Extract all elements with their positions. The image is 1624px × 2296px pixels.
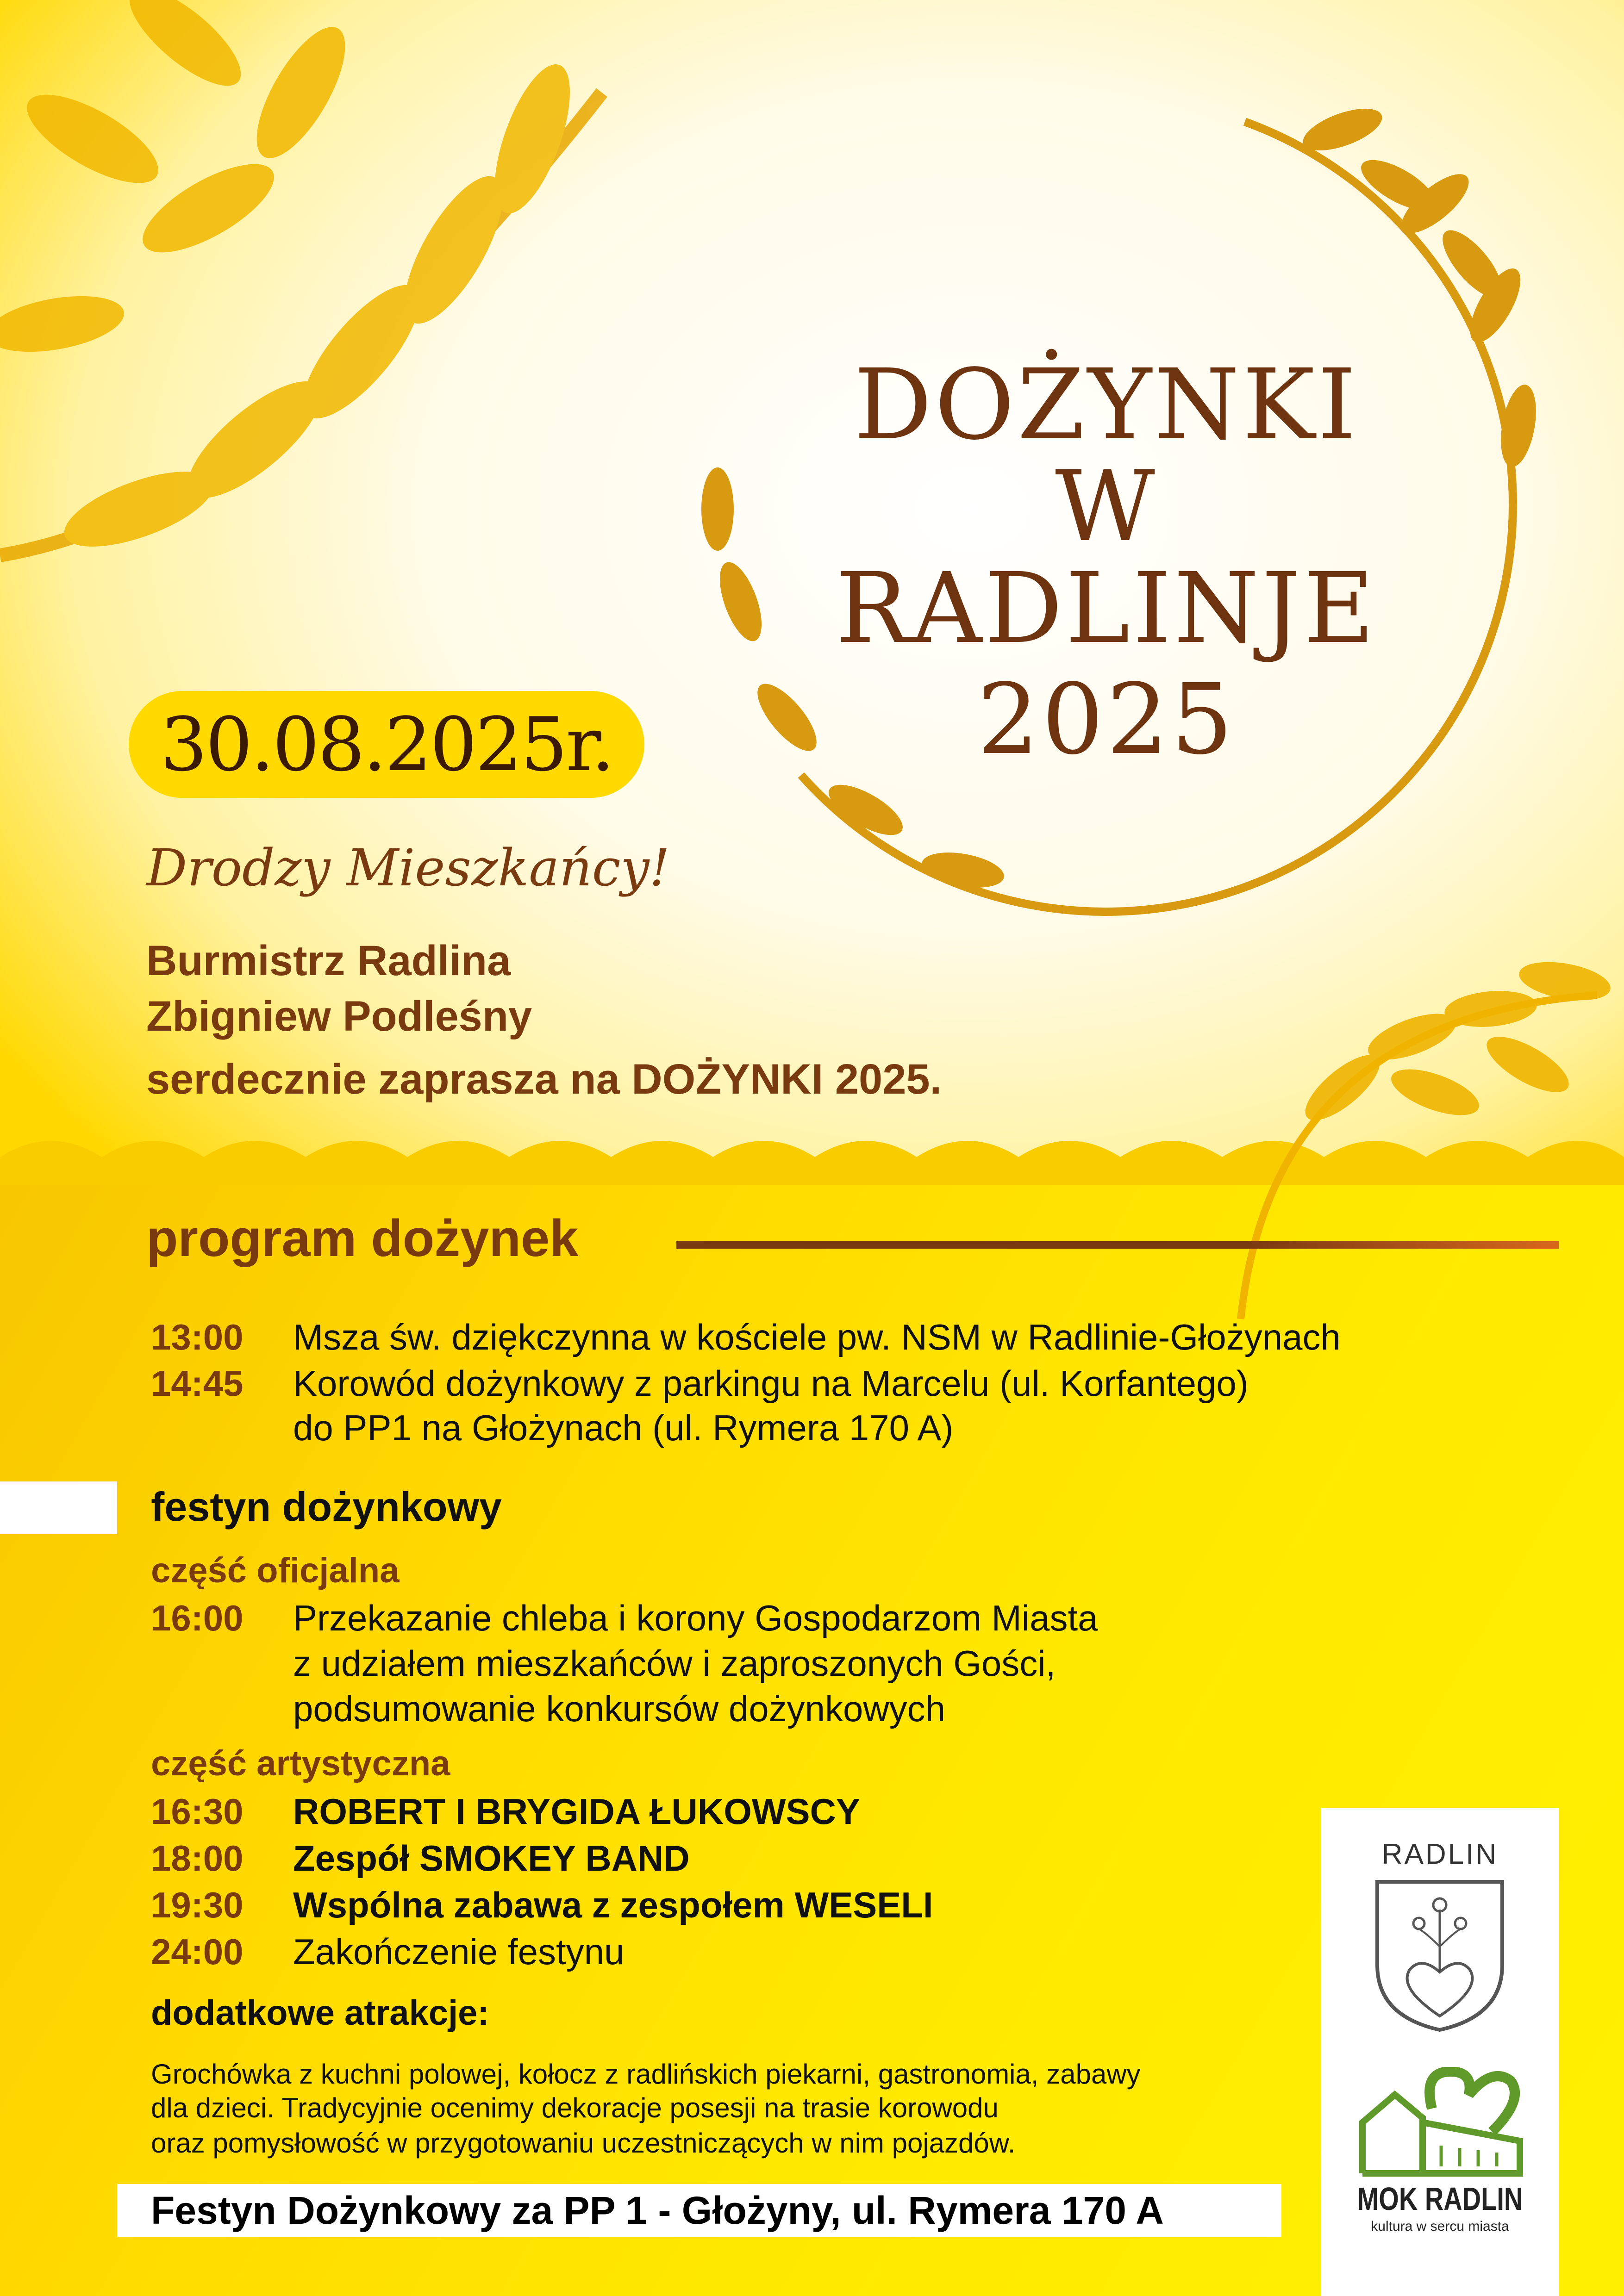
program-text-continued: do PP1 na Głożynach (ul. Rymera 170 A) xyxy=(293,1407,954,1448)
program-heading: program dożynek xyxy=(146,1209,579,1267)
program-text: Msza św. dziękczynna w kościele pw. NSM w Radlinie-Głożynach xyxy=(293,1317,1341,1357)
program-time: 13:00 xyxy=(151,1317,244,1357)
artistic-text: ROBERT I BRYGIDA ŁUKOWSCY xyxy=(293,1791,860,1832)
wheat-leaves-decoration xyxy=(0,0,694,694)
intro-line-3: serdecznie zaprasza na DOŻYNKI 2025. xyxy=(146,1056,942,1103)
official-time: 16:00 xyxy=(151,1598,244,1638)
artistic-time: 19:30 xyxy=(151,1885,244,1925)
mok-tagline: kultura w sercu miasta xyxy=(1371,2219,1509,2234)
artistic-time: 16:30 xyxy=(151,1791,244,1832)
location-text: Festyn Dożynkowy za PP 1 - Głożyny, ul. Rymera 170 A xyxy=(151,2188,1164,2232)
intro-line-1: Burmistrz Radlina xyxy=(146,937,511,984)
intro-line-2: Zbigniew Podleśny xyxy=(146,993,532,1040)
program-time: 14:45 xyxy=(151,1363,244,1404)
artistic-text: Zakończenie festynu xyxy=(293,1931,625,1972)
mok-logo-text: MOK RADLIN xyxy=(1357,2181,1523,2217)
title-line-3: RADLINJE xyxy=(836,552,1377,665)
extras-heading: dodatkowe atrakcje: xyxy=(151,1993,489,2033)
official-text: podsumowanie konkursów dożynkowych xyxy=(293,1688,946,1729)
artistic-text: Wspólna zabawa z zespołem WESELI xyxy=(293,1885,933,1925)
official-text: Przekazanie chleba i korony Gospodarzom Miasta xyxy=(293,1598,1098,1638)
extras-text: dla dzieci. Tradycyjnie ocenimy dekoracje posesji na trasie korowodu xyxy=(151,2092,999,2123)
greeting: Drodzy Mieszkańcy! xyxy=(146,838,670,897)
official-heading: część oficjalna xyxy=(151,1551,400,1590)
artistic-text: Zespół SMOKEY BAND xyxy=(293,1838,690,1879)
date-badge xyxy=(129,691,644,798)
official-text: z udziałem mieszkańców i zaproszonych Gości, xyxy=(293,1643,1056,1684)
radlin-logo-text: RADLIN xyxy=(1381,1838,1499,1870)
artistic-time: 18:00 xyxy=(151,1838,244,1879)
radlin-coat-of-arms-icon xyxy=(1370,1877,1509,2035)
wheat-ear-decoration xyxy=(1204,926,1624,1342)
extras-text: Grochówka z kuchni polowej, kołocz z radlińskich piekarni, gastronomia, zabawy xyxy=(151,2059,1141,2090)
artistic-heading: część artystyczna xyxy=(151,1744,450,1783)
location-banner xyxy=(117,2184,1281,2237)
program-text: Korowód dożynkowy z parkingu na Marcelu (ul. Korfantego) xyxy=(293,1363,1249,1404)
white-tab-decoration xyxy=(0,1481,117,1534)
logos-panel xyxy=(1321,1808,1559,2296)
festyn-heading: festyn dożynkowy xyxy=(151,1484,502,1530)
mok-radlin-logo-icon xyxy=(1353,2067,1527,2178)
heading-divider xyxy=(676,1241,1559,1249)
title-line-4: 2025 xyxy=(977,663,1236,776)
title-line-1: DOŻYNKI xyxy=(854,348,1359,461)
extras-text: oraz pomysłowość w przygotowaniu uczestniczących w nim pojazdów. xyxy=(151,2128,1016,2159)
event-date: 30.08.2025r. xyxy=(160,701,613,788)
title-line-2: W xyxy=(1055,450,1158,563)
artistic-time: 24:00 xyxy=(151,1931,244,1972)
